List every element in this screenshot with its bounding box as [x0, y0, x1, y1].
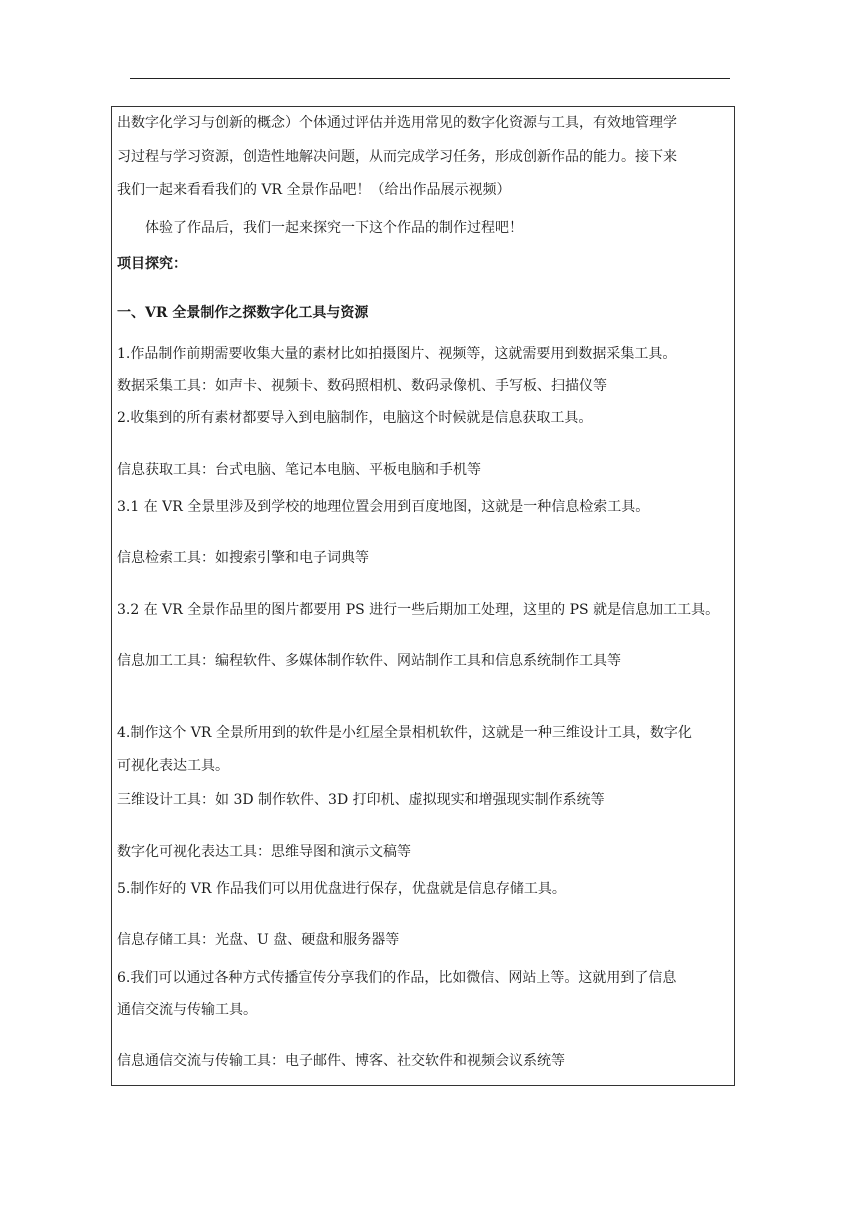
paragraph-2: 2.收集到的所有素材都要导入到电脑制作，电脑这个时候就是信息获取工具。 — [117, 410, 593, 426]
paragraph-6-line-1: 6.我们可以通过各种方式传播宣传分享我们的作品，比如微信、网站上等。这就用到了信息 — [117, 970, 677, 986]
heading-vr-tools: 一、VR 全景制作之探数字化工具与资源 — [117, 305, 369, 321]
paragraph-4-line-1: 4.制作这个 VR 全景所用到的软件是小红屋全景相机软件，这就是一种三维设计工具，数字化 — [117, 725, 692, 741]
paragraph-3-2: 3.2 在 VR 全景作品里的图片都要用 PS 进行一些后期加工处理，这里的 PS 就是信息加工工具。 — [117, 602, 720, 618]
transition-paragraph: 体验了作品后，我们一起来探究一下这个作品的制作过程吧！ — [145, 220, 523, 236]
header-rule — [130, 78, 730, 79]
section-label: 项目探究： — [117, 256, 187, 272]
paragraph-5: 5.制作好的 VR 作品我们可以用优盘进行保存，优盘就是信息存储工具。 — [117, 881, 566, 897]
paragraph-3-2-tools: 信息加工工具：编程软件、多媒体制作软件、网站制作工具和信息系统制作工具等 — [117, 653, 621, 669]
paragraph-1: 1.作品制作前期需要收集大量的素材比如拍摄图片、视频等，这就需要用到数据采集工具。 — [117, 346, 677, 362]
paragraph-6-line-2: 通信交流与传输工具。 — [117, 1002, 257, 1018]
intro-line-1: 出数字化学习与创新的概念）个体通过评估并选用常见的数字化资源与工具，有效地管理学 — [117, 115, 677, 131]
paragraph-4-tools-visual: 数字化可视化表达工具：思维导图和演示文稿等 — [117, 844, 411, 860]
intro-line-3: 我们一起来看看我们的 VR 全景作品吧！（给出作品展示视频） — [117, 182, 511, 198]
paragraph-5-tools: 信息存储工具：光盘、U 盘、硬盘和服务器等 — [117, 932, 400, 948]
paragraph-4-tools-3d: 三维设计工具：如 3D 制作软件、3D 打印机、虚拟现实和增强现实制作系统等 — [117, 792, 605, 808]
intro-line-2: 习过程与学习资源，创造性地解决问题，从而完成学习任务，形成创新作品的能力。接下来 — [117, 149, 677, 165]
paragraph-1-tools: 数据采集工具：如声卡、视频卡、数码照相机、数码录像机、手写板、扫描仪等 — [117, 378, 607, 394]
paragraph-2-tools: 信息获取工具：台式电脑、笔记本电脑、平板电脑和手机等 — [117, 462, 481, 478]
paragraph-3-1-tools: 信息检索工具：如搜索引擎和电子词典等 — [117, 550, 369, 566]
paragraph-3-1: 3.1 在 VR 全景里涉及到学校的地理位置会用到百度地图，这就是一种信息检索工具。 — [117, 499, 650, 515]
paragraph-6-tools: 信息通信交流与传输工具：电子邮件、博客、社交软件和视频会议系统等 — [117, 1053, 565, 1069]
paragraph-4-line-2: 可视化表达工具。 — [117, 758, 229, 774]
